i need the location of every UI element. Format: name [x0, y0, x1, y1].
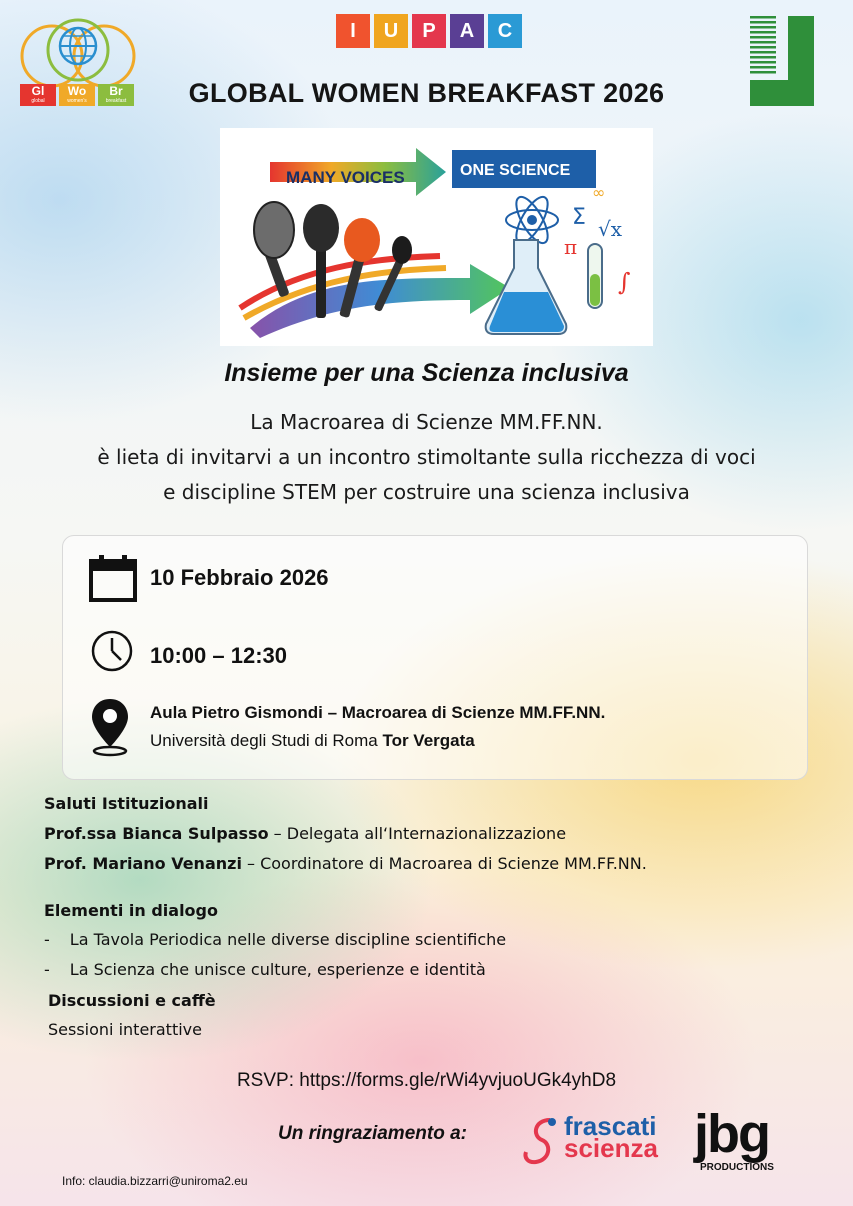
list-item: - La Tavola Periodica nelle diverse discipline scientifiche: [44, 930, 507, 949]
iupac-letter: P: [412, 14, 446, 48]
coffee-text: Sessioni interattive: [48, 1020, 202, 1039]
integral-symbol: ∫: [618, 268, 631, 296]
university-name-bold: Tor Vergata: [382, 731, 475, 750]
speaker-1-name: Prof.ssa Bianca Sulpasso: [44, 824, 269, 843]
banner-left-text: MANY VOICES: [286, 168, 405, 187]
sqrt-symbol: √x: [598, 217, 623, 241]
intro-line-2: è lieta di invitarvi a un incontro stimoltante sulla ricchezza di voci: [97, 445, 756, 469]
gwb-box-wo: Wo women's: [59, 84, 95, 106]
event-venue: Aula Pietro Gismondi – Macroarea di Scienze MM.FF.NN.: [150, 703, 606, 722]
gwb-box-br: Br breakfast: [98, 84, 134, 106]
university-logo-icon: [748, 14, 816, 108]
list-item: - La Scienza che unisce culture, esperienze e identità: [44, 960, 486, 979]
speaker-2-name: Prof. Mariano Venanzi: [44, 854, 242, 873]
banner-right-text: ONE SCIENCE: [460, 162, 571, 179]
greetings-heading: Saluti Istituzionali: [44, 794, 209, 813]
university-name: Università degli Studi di Roma: [150, 731, 383, 750]
sigma-symbol: Σ: [572, 205, 586, 230]
subtitle: Insieme per una Scienza inclusiva: [224, 359, 629, 387]
hero-illustration: [220, 128, 653, 346]
dialogue-heading: Elementi in dialogo: [44, 901, 218, 920]
frascati-scienza-logo: [520, 1112, 670, 1172]
thanks-label: Un ringraziamento a:: [278, 1123, 467, 1144]
test-tube-icon: [588, 244, 602, 308]
footer-contact[interactable]: Info: claudia.bizzarri@uniroma2.eu: [62, 1174, 248, 1188]
coffee-heading: Discussioni e caffè: [48, 991, 216, 1010]
jbg-logo: [694, 1106, 794, 1192]
clock-icon: [90, 629, 134, 673]
frascati-swirl-icon: [520, 1114, 564, 1170]
iupac-logo: [336, 14, 522, 48]
calendar-icon: [88, 553, 138, 603]
frascati-line-2: scienza: [564, 1133, 658, 1163]
rsvp-link[interactable]: RSVP: https://forms.gle/rWi4yvjuoUGk4yhD8: [236, 1070, 617, 1091]
iupac-letter: I: [336, 14, 370, 48]
speaker-2: [44, 854, 647, 873]
iupac-letter: U: [374, 14, 408, 48]
pi-symbol: π: [564, 235, 578, 259]
intro-line-1: La Macroarea di Scienze MM.FF.NN.: [250, 410, 603, 434]
frascati-line-1: frascati: [564, 1111, 657, 1141]
location-pin-icon: [90, 697, 130, 757]
iupac-letter: A: [450, 14, 484, 48]
iupac-letter: C: [488, 14, 522, 48]
jbg-mark: jbg: [694, 1104, 769, 1164]
event-date: 10 Febbraio 2026: [150, 565, 329, 590]
gwb-box-gl: Gl global: [20, 84, 56, 106]
jbg-sub: PRODUCTIONS: [700, 1162, 774, 1173]
speaker-2-role: – Coordinatore di Macroarea di Scienze MM.FF.NN.: [241, 854, 647, 873]
event-university: [150, 731, 475, 751]
speaker-1-role: – Delegata all‘Internazionalizzazione: [268, 824, 567, 843]
speaker-1: [44, 824, 566, 843]
page-title: GLOBAL WOMEN BREAKFAST 2026: [188, 78, 665, 108]
event-time: 10:00 – 12:30: [150, 643, 287, 668]
intro-line-3: e discipline STEM per costruire una scienza inclusiva: [163, 480, 690, 504]
infinity-symbol: ∞: [592, 183, 606, 202]
